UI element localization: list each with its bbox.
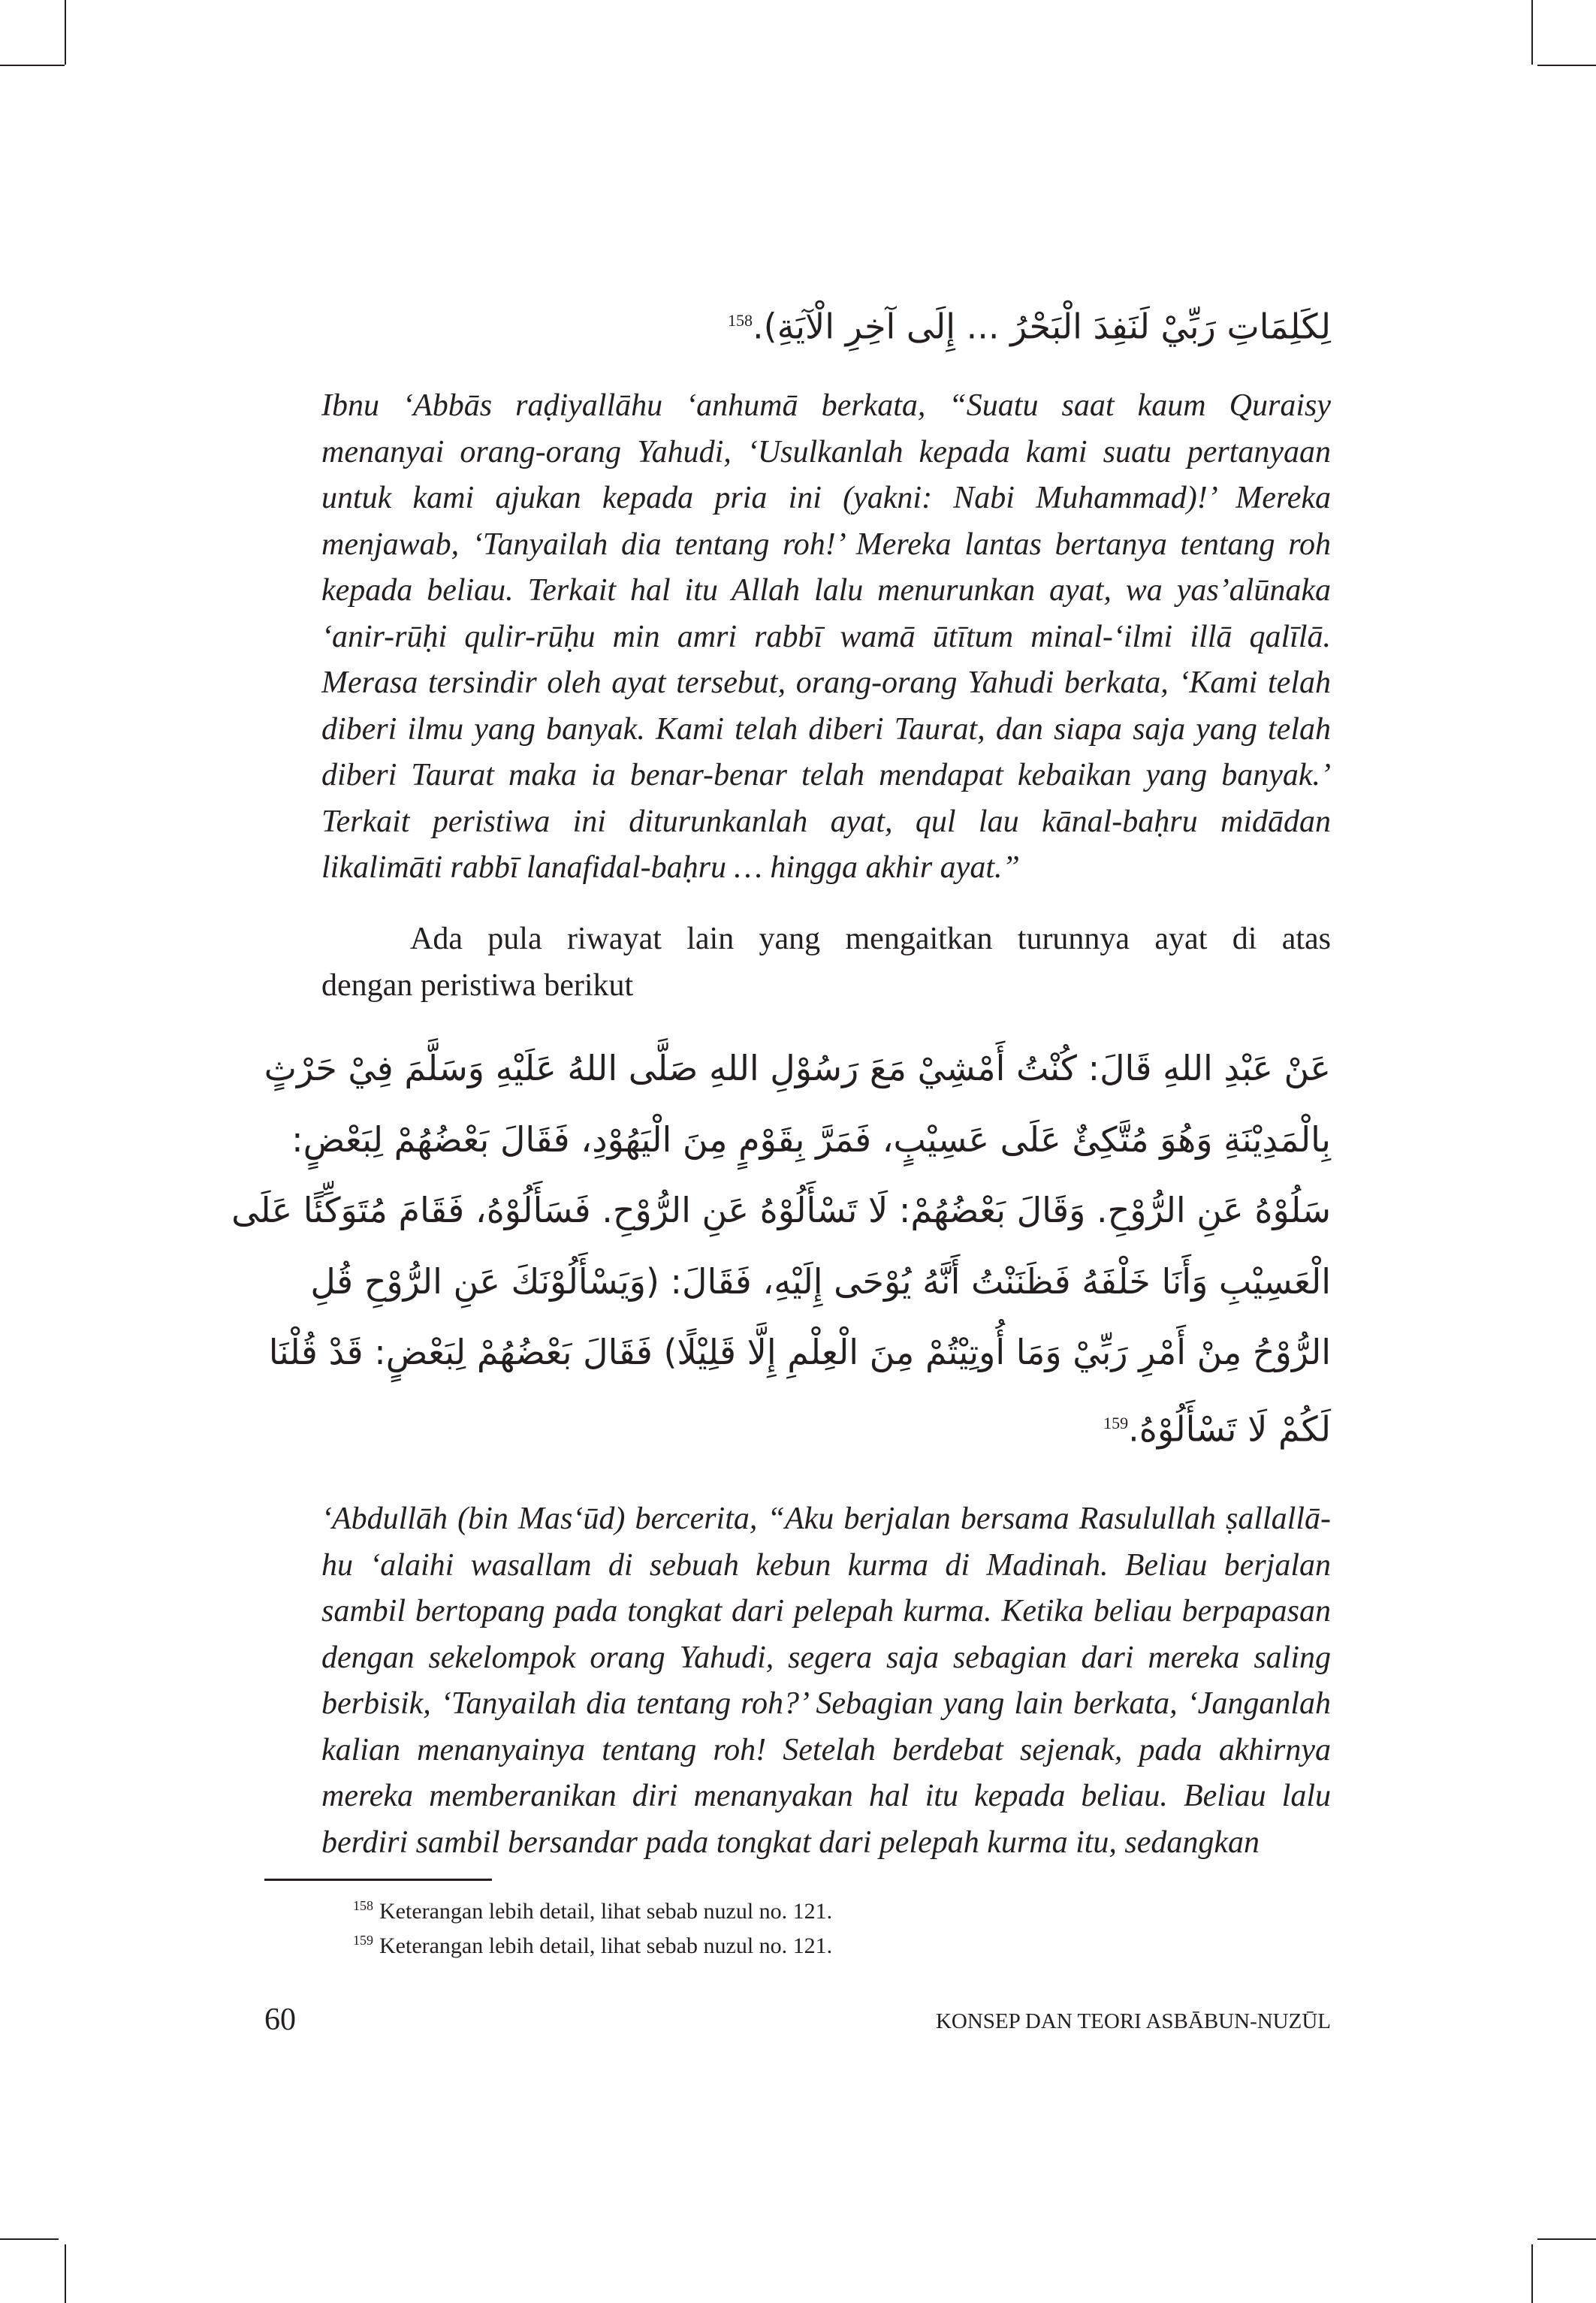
text-line: لَكُمْ لَا تَسْأَلُوْهُ.$^{159}$ <box>1103 1408 1331 1449</box>
text-line: diberi Taurat maka ia benar-benar telah mendapat kebaikan yang banyak.’ <box>321 758 1331 792</box>
text-line: mereka memberanikan diri menanyakan hal itu kepada beliau. Beliau lalu <box>321 1779 1331 1813</box>
crop-mark-top-right-h <box>1537 65 1596 66</box>
text-line: kepada beliau. Terkait hal itu Allah lalu menurunkan ayat, wa yas’alūnaka <box>321 573 1331 608</box>
crop-mark-top-left-v <box>65 0 66 65</box>
arabic-verse-ending <box>321 285 1331 357</box>
text-line: Ibnu ‘Abbās raḍiyallāhu ‘anhumā berkata, “Suatu saat kaum Quraisy <box>321 388 1331 423</box>
text-line: menanyai orang-orang Yahudi, ‘Usulkanlah kepada kami suatu pertanyaan <box>321 434 1331 469</box>
arabic-text: لِكَلِمَاتِ رَبِّيْ لَنَفِدَ الْبَحْرُ ... إِلَى آخِرِ الْآيَةِ). <box>753 306 1331 347</box>
text-line: sambil bertopang pada tongkat dari pelepah kurma. Ketika beliau berpapasan <box>321 1594 1331 1628</box>
crop-mark-bottom-left-v <box>65 2244 66 2303</box>
text-line: عَنْ عَبْدِ اللهِ قَالَ: كُنْتُ أَمْشِيْ مَعَ رَسُوْلِ اللهِ صَلَّى اللهُ عَلَيْهِ وَسَلَّمَ فِيْ حَرْثٍ <box>264 1048 1331 1088</box>
text-line: kalian menanyainya tentang roh! Setelah berdebat sejenak, pada akhirnya <box>321 1732 1331 1767</box>
page-number: 60 <box>264 2003 296 2037</box>
crop-mark-bottom-left-h <box>0 2238 59 2240</box>
text-line: menjawab, ‘Tanyailah dia tentang roh!’ Mereka lantas bertanya tentang roh <box>321 527 1331 562</box>
text-line: hu ‘alaihi wasallam di sebuah kebun kurma di Madinah. Beliau berjalan <box>321 1547 1331 1583</box>
text-line: Ada pula riwayat lain yang mengaitkan turunnya ayat di atas <box>410 922 1331 956</box>
text-line: الْعَسِيْبِ وَأَنَا خَلْفَهُ فَظَنَنْتُ أَنَّهُ يُوْحَى إِلَيْهِ، فَقَالَ: (وَيَسْأَلُوْنَكَ عَنِ الرُّوْحِ قُلِ <box>310 1260 1331 1302</box>
text-line: الرُّوْحُ مِنْ أَمْرِ رَبِّيْ وَمَا أُوتِيْتُمْ مِنَ الْعِلْمِ إِلَّا قَلِيْلًا) فَقَالَ بَعْضُهُمْ لِبَعْضٍ: قَدْ قُلْنَا <box>268 1332 1331 1372</box>
text-line: ‘Abdullāh (bin Mas‘ūd) bercerita, “Aku berjalan bersama Rasulullah ṣallallā- <box>321 1502 1331 1536</box>
text-line: ‘anir-rūḥi qulir-rūḥu min amri rabbī wamā ūtītum minal-‘ilmi illā qalīlā. <box>321 619 1331 654</box>
text-line: berbisik, ‘Tanyailah dia tentang roh?’ Sebagian yang lain berkata, ‘Janganlah <box>321 1686 1331 1721</box>
text-line: بِالْمَدِيْنَةِ وَهُوَ مُتَّكِئٌ عَلَى عَسِيْبٍ، فَمَرَّ بِقَوْمٍ مِنَ الْيَهُوْدِ، فَقَالَ بَعْضُهُمْ لِبَعْضٍ: <box>291 1118 1331 1160</box>
crop-mark-top-right-v <box>1531 0 1533 65</box>
translation-paragraph-2 <box>321 1496 1331 1866</box>
text-line: untuk kami ajukan kepada pria ini (yakni: Nabi Muhammad)!’ Mereka <box>321 481 1331 515</box>
text-line: Terkait peristiwa ini diturunkanlah ayat, qul lau kānal-baḥru midādan <box>321 804 1331 839</box>
running-title: KONSEP DAN TEORI ASBĀBUN-NUZŪL <box>935 2009 1331 2033</box>
footnote-ref-158: 158 <box>728 311 753 330</box>
crop-mark-bottom-right-h <box>1537 2238 1596 2240</box>
text-line: likalimāti rabbī lanafidal-baḥru … hingga akhir ayat.” <box>321 850 1020 885</box>
text-line: dengan peristiwa berikut <box>321 967 634 1003</box>
body-paragraph <box>321 916 1331 1009</box>
arabic-hadith <box>231 1033 1331 1459</box>
text-line: dengan sekelompok orang Yahudi, segera saja sebagian dari mereka saling <box>321 1640 1331 1675</box>
footnote-rule <box>264 1879 492 1881</box>
footnote-ref-159: 159 <box>1103 1413 1129 1432</box>
footnote-text: Keterangan lebih detail, lihat sebab nuzul no. 121. <box>379 1933 833 1958</box>
text-line: سَلُوْهُ عَنِ الرُّوْحِ. وَقَالَ بَعْضُهُمْ: لَا تَسْأَلُوْهُ عَنِ الرُّوْحِ. فَسَأَلُوْهُ، فَقَامَ مُتَوَكِّئًا عَلَى <box>231 1190 1331 1230</box>
translation-paragraph-1 <box>321 383 1331 892</box>
footnote-159 <box>353 1923 832 1963</box>
crop-mark-bottom-right-v <box>1531 2244 1533 2303</box>
footnote-number: 159 <box>353 1933 373 1948</box>
text-line: berdiri sambil bersandar pada tongkat dari pelepah kurma itu, sedangkan <box>321 1825 1260 1860</box>
footnote-text: Keterangan lebih detail, lihat sebab nuzul no. 121. <box>379 1899 833 1924</box>
footnote-number: 158 <box>353 1898 373 1913</box>
text-line: diberi ilmu yang banyak. Kami telah diberi Taurat, dan siapa saja yang telah <box>321 711 1331 747</box>
crop-mark-top-left-h <box>0 65 65 66</box>
text-line: Merasa tersindir oleh ayat tersebut, orang-orang Yahudi berkata, ‘Kami telah <box>321 666 1331 700</box>
